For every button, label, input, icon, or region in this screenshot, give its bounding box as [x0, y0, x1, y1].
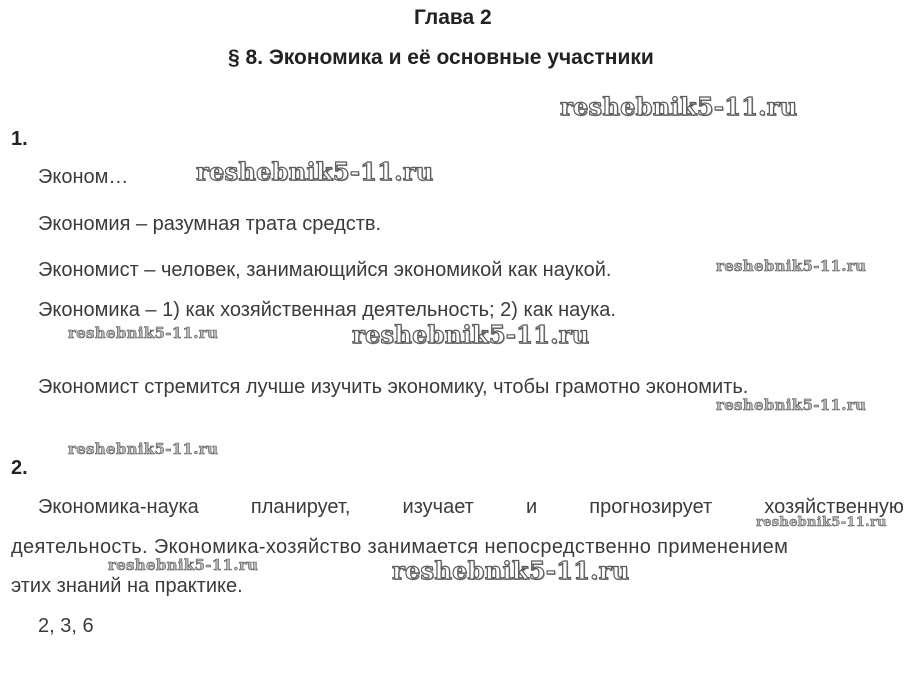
- chapter-title: Глава 2: [414, 6, 492, 29]
- word: изучает: [402, 496, 474, 518]
- task-1-line-4: Экономика – 1) как хозяйственная деятельность; 2) как наука.: [38, 299, 616, 321]
- watermark: reshebnik5-11.ru: [108, 556, 259, 574]
- word: Экономика-наука: [38, 496, 199, 518]
- watermark: reshebnik5-11.ru: [196, 157, 434, 186]
- watermark: reshebnik5-11.ru: [68, 324, 219, 342]
- task-1-line-1: Эконом…: [38, 166, 129, 188]
- task-1-line-5: Экономист стремится лучше изучить экономику, чтобы грамотно экономить.: [38, 376, 749, 398]
- task-2-paragraph-line-2: деятельность. Экономика-хозяйство занимается непосредственно применением: [11, 536, 789, 558]
- word: прогнозирует: [589, 496, 713, 518]
- task-2-answer: 2, 3, 6: [38, 615, 94, 637]
- word: планирует,: [250, 496, 351, 518]
- task-1-number: 1.: [11, 128, 28, 150]
- watermark: reshebnik5-11.ru: [560, 92, 798, 121]
- watermark: reshebnik5-11.ru: [716, 396, 867, 414]
- task-1-line-3: Экономист – человек, занимающийся экономикой как наукой.: [38, 259, 612, 281]
- task-1-line-2: Экономия – разумная трата средств.: [38, 213, 382, 235]
- watermark: reshebnik5-11.ru: [352, 320, 590, 349]
- section-title: § 8. Экономика и её основные участники: [228, 46, 654, 69]
- task-2-number: 2.: [11, 457, 28, 479]
- word: и: [525, 496, 538, 518]
- task-2-paragraph-line-3: этих знаний на практике.: [11, 575, 243, 597]
- watermark: reshebnik5-11.ru: [716, 257, 867, 275]
- word: хозяйственную: [764, 496, 904, 518]
- watermark: reshebnik5-11.ru: [68, 440, 219, 458]
- watermark: reshebnik5-11.ru: [756, 515, 887, 530]
- watermark: reshebnik5-11.ru: [392, 556, 630, 585]
